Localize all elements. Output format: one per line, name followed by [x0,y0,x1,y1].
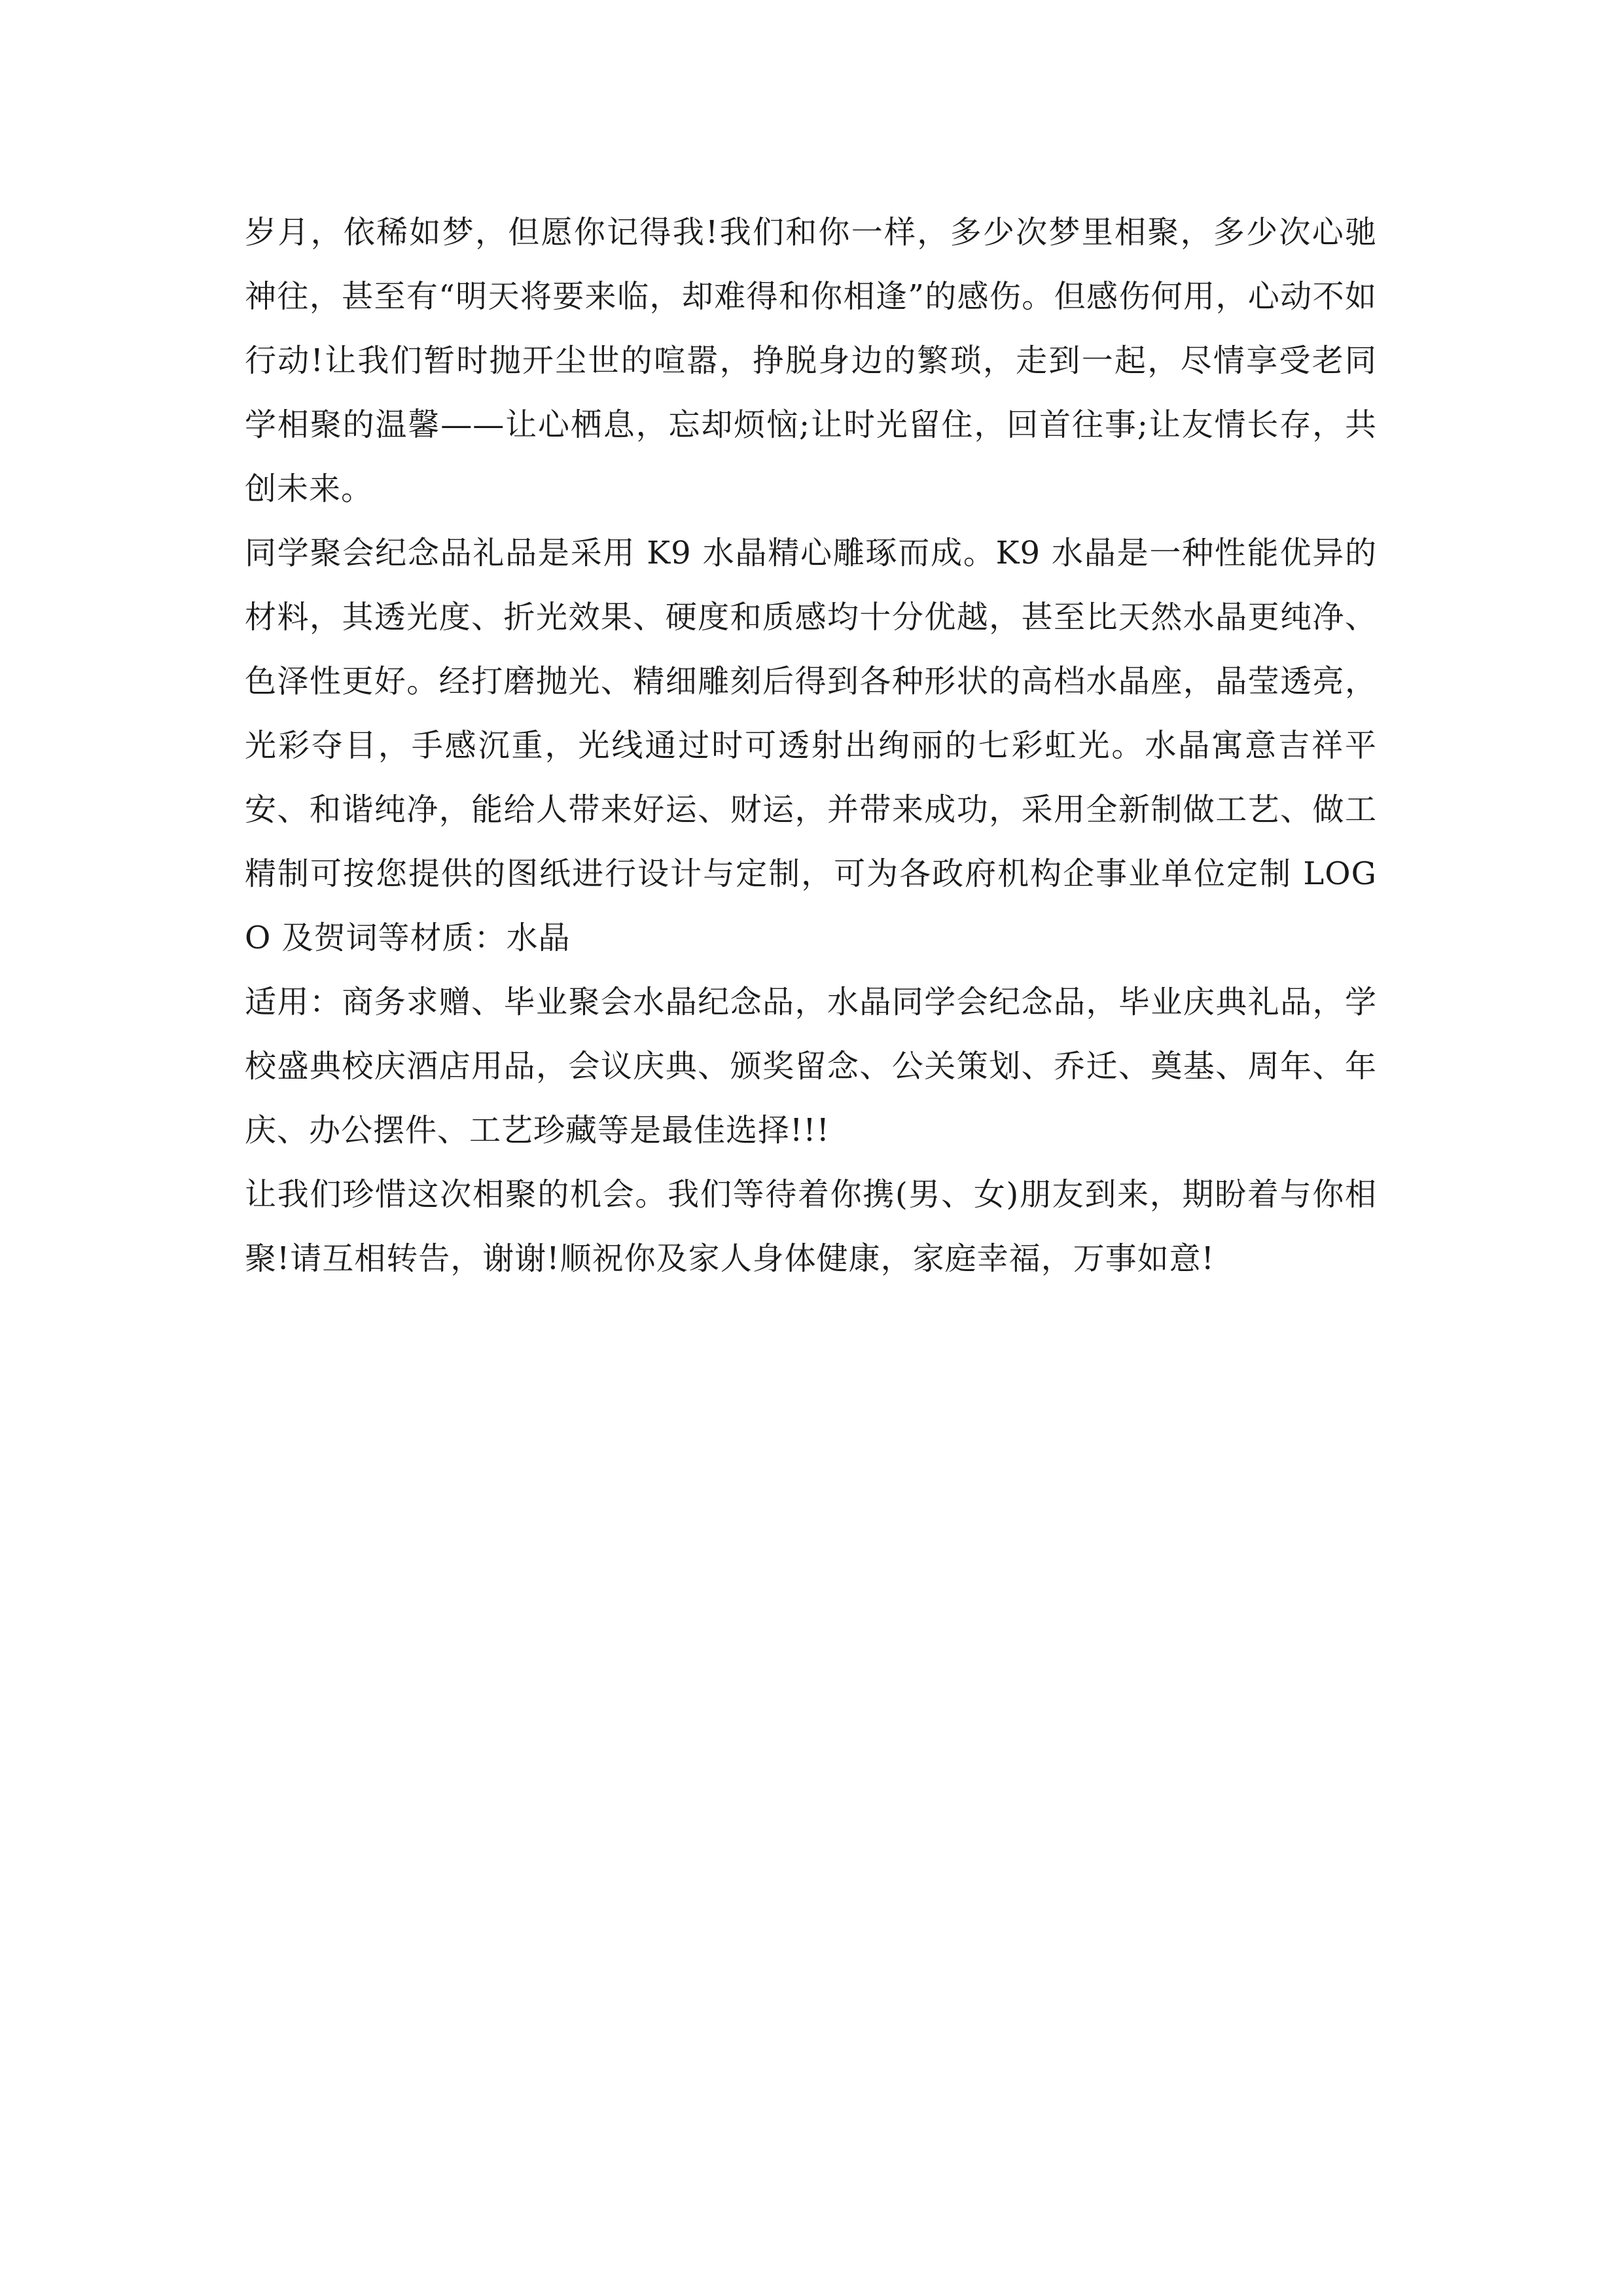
paragraph-closing: 让我们珍惜这次相聚的机会。我们等待着你携(男、女)朋友到来，期盼着与你相聚!请互相转告，谢谢!顺祝你及家人身体健康，家庭幸福，万事如意! [245,1176,1377,1277]
document-body [245,200,1377,1291]
paragraph-reunion-intro: 岁月，依稀如梦，但愿你记得我!我们和你一样，多少次梦里相聚，多少次心驰神往，甚至有“明天将要来临，却难得和你相逢”的感伤。但感伤何用，心动不如行动!让我们暂时抛开尘世的喧嚣，挣脱身边的繁琐，走到一起，尽情享受老同学相聚的温馨——让心栖息，忘却烦恼;让时光留住，回首往事;让友情长存，共创未来。 [245,214,1377,507]
paragraph-applicable-uses: 适用：商务求赠、毕业聚会水晶纪念品，水晶同学会纪念品，毕业庆典礼品，学校盛典校庆酒店用品，会议庆典、颁奖留念、公关策划、乔迁、奠基、周年、年庆、办公摆件、工艺珍藏等是最佳选择!!! [245,984,1377,1149]
paragraph-crystal-gift: 同学聚会纪念品礼品是采用 K9 水晶精心雕琢而成。K9 水晶是一种性能优异的材料，其透光度、折光效果、硬度和质感均十分优越，甚至比天然水晶更纯净、色泽性更好。经打磨抛光、精细雕刻后得到各种形状的高档水晶座，晶莹透亮，光彩夺目，手感沉重，光线通过时可透射出绚丽的七彩虹光。水晶寓意吉祥平安、和谐纯净，能给人带来好运、财运，并带来成功，采用全新制做工艺、做工精制可按您提供的图纸进行设计与定制，可为各政府机构企事业单位定制 LOGO 及贺词等材质：水晶 [245,535,1377,956]
